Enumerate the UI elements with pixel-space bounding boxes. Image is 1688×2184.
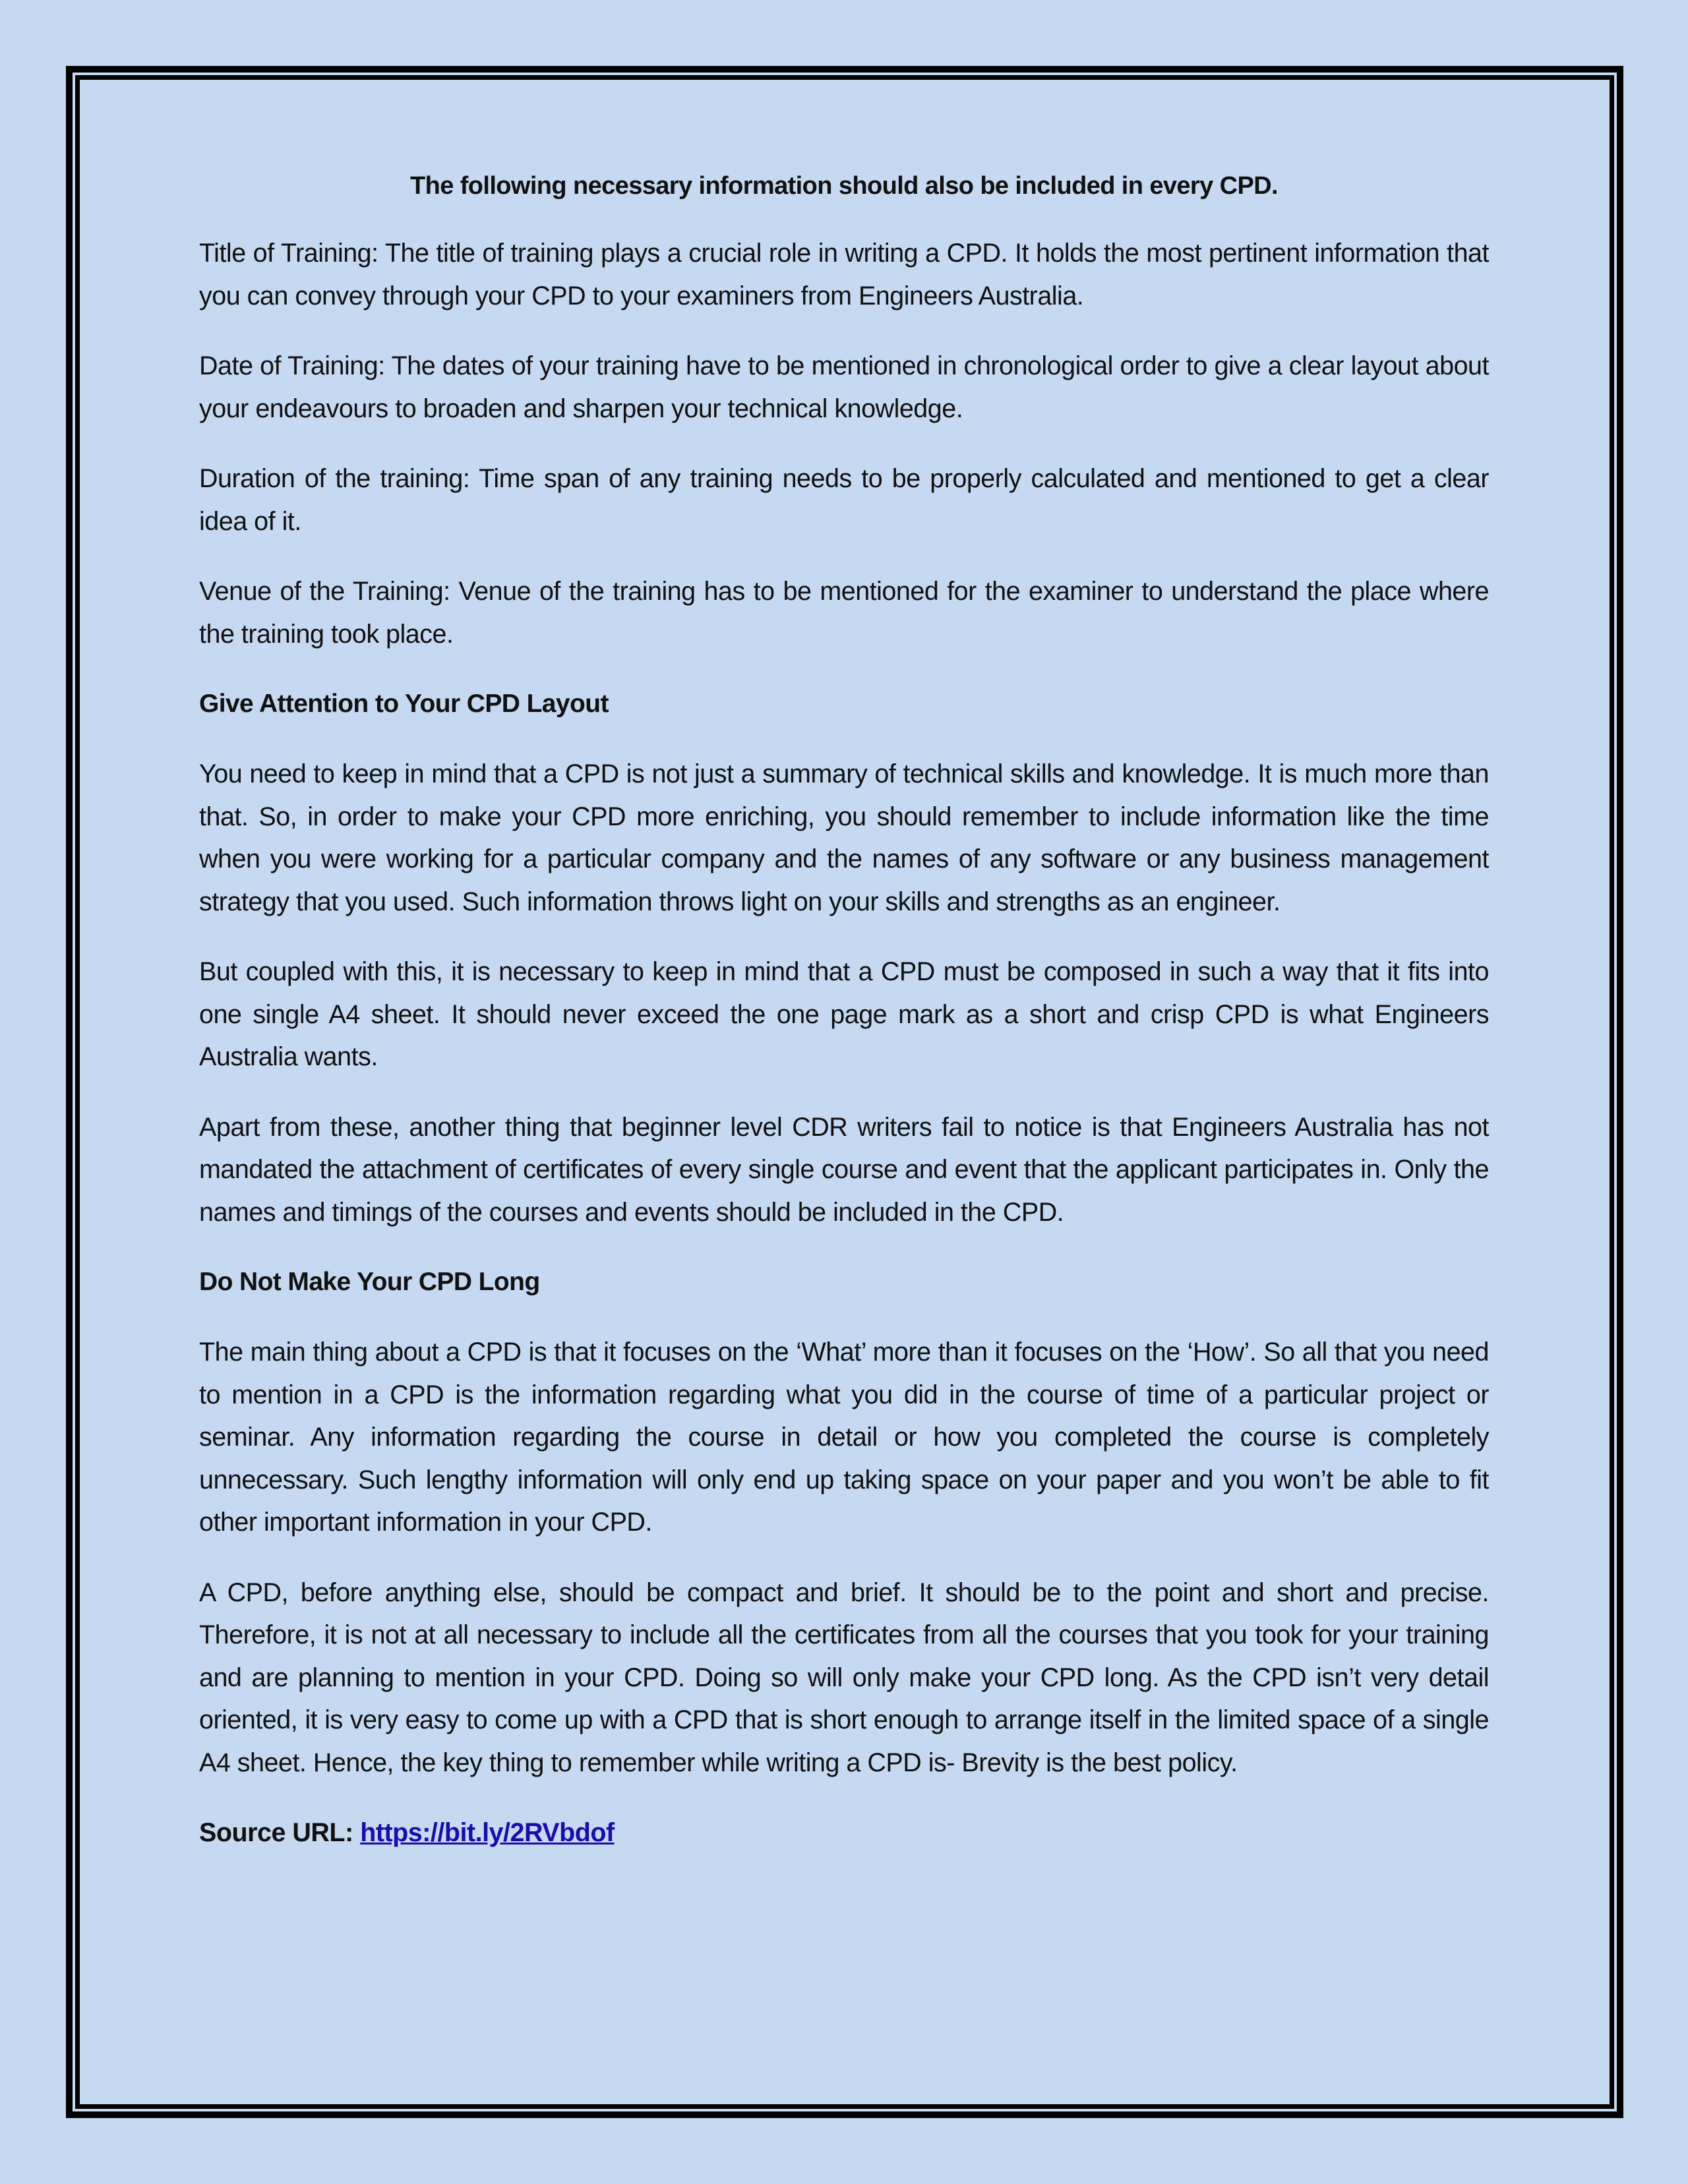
document-body xyxy=(199,165,1489,1854)
paragraph-what-vs-how: The main thing about a CPD is that it focuses on the ‘What’ more than it focuses on the ‘How’. So all that you need to mention in a CPD is the information regarding what you did in the course of time of a particular project or seminar. Any information regarding the course in detail or how you completed the course is completely unnecessary. Such lengthy information will only end up taking space on your paper and you won’t be able to fit other important information in your CPD. xyxy=(199,1338,1489,1537)
paragraph-certificates: Apart from these, another thing that beginner level CDR writers fail to notice is that Engineers Australia has not mandated the attachment of certificates of every single course and event that the applicant participates in. Only the names and timings of the courses and events should be included in the CPD. xyxy=(199,1112,1489,1227)
source-line xyxy=(199,1812,1489,1854)
source-url-link[interactable]: https://bit.ly/2RVbdof xyxy=(360,1818,615,1847)
paragraph-date-of-training: Date of Training: The dates of your training have to be mentioned in chronological order to give a clear layout about your endeavours to broaden and sharpen your technical knowledge. xyxy=(199,351,1489,423)
paragraph-duration-of-training: Duration of the training: Time span of any training needs to be properly calculated and mentioned to get a clear idea of it. xyxy=(199,464,1489,536)
paragraph-venue-of-training: Venue of the Training: Venue of the training has to be mentioned for the examiner to understand the place where the training took place. xyxy=(199,577,1489,649)
document-title: The following necessary information should also be included in every CPD. xyxy=(409,172,1279,200)
section-heading-layout: Give Attention to Your CPD Layout xyxy=(199,690,609,718)
paragraph-layout-summary: You need to keep in mind that a CPD is not just a summary of technical skills and knowledge. It is much more than that. So, in order to make your CPD more enriching, you should remember to include information like the time when you were working for a particular company and the names of any software or any business management strategy that you used. Such information throws light on your skills and strengths as an engineer. xyxy=(199,759,1489,916)
section-heading-long: Do Not Make Your CPD Long xyxy=(199,1268,540,1296)
paragraph-a4-sheet: But coupled with this, it is necessary to keep in mind that a CPD must be composed in such a way that it fits into one single A4 sheet. It should never exceed the one page mark as a short and crisp CPD is what Engineers Australia wants. xyxy=(199,957,1489,1071)
paragraph-brevity: A CPD, before anything else, should be compact and brief. It should be to the point and short and precise. Therefore, it is not at all necessary to include all the certificates from all the courses that you took for your training and are planning to mention in your CPD. Doing so will only make your CPD long. As the CPD isn’t very detail oriented, it is very easy to come up with a CPD that is short enough to arrange itself in the limited space of a single A4 sheet. Hence, the key thing to remember while writing a CPD is- Brevity is the best policy. xyxy=(199,1578,1489,1777)
paragraph-title-of-training: Title of Training: The title of training plays a crucial role in writing a CPD. It holds the most pertinent information that you can convey through your CPD to your examiners from Engineers Australia. xyxy=(199,239,1489,310)
source-label: Source URL: xyxy=(199,1818,353,1847)
